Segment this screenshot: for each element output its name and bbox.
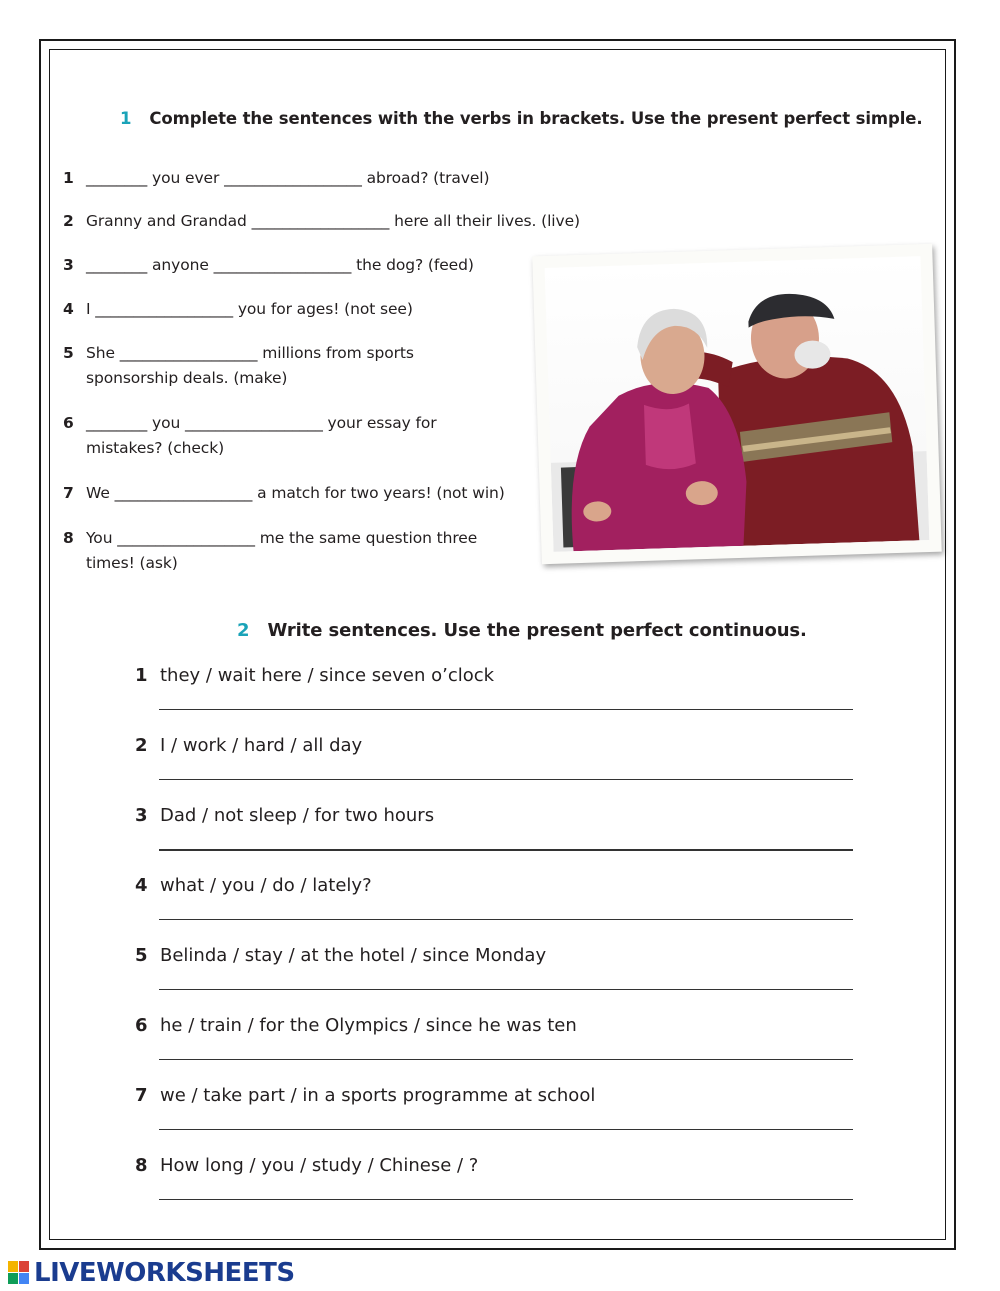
item-number: 3 (135, 805, 148, 826)
item-text: ________ anyone __________________ the dog? (feed) (86, 256, 474, 274)
answer-line[interactable] (159, 989, 853, 990)
item-text: ________ you ever __________________ abroad? (travel) (86, 169, 490, 187)
item-text: ________ you __________________ your essay for (86, 414, 437, 432)
liveworksheets-logo[interactable] (8, 1258, 295, 1288)
item-number: 7 (63, 484, 74, 502)
item-number: 1 (63, 169, 74, 187)
exercise-instruction: Complete the sentences with the verbs in brackets. Use the present perfect simple. (149, 109, 923, 128)
item-number: 8 (135, 1155, 148, 1176)
item-prompt: Belinda / stay / at the hotel / since Monday (160, 945, 547, 966)
item-number: 2 (135, 735, 148, 756)
logo-icon (8, 1261, 30, 1285)
item-text: I __________________ you for ages! (not see) (86, 300, 413, 318)
item-prompt: Dad / not sleep / for two hours (160, 805, 435, 826)
item-prompt: what / you / do / lately? (160, 875, 372, 896)
item-text: You __________________ me the same question three (86, 529, 478, 547)
item-number: 1 (135, 665, 148, 686)
exercise-1-heading (120, 109, 923, 128)
answer-line[interactable] (159, 919, 853, 920)
item-text: We __________________ a match for two years! (not win) (86, 484, 505, 502)
photo-frame (532, 244, 941, 564)
item-number: 8 (63, 529, 74, 547)
answer-line[interactable] (159, 849, 853, 851)
item-prompt: we / take part / in a sports programme at school (160, 1085, 596, 1106)
item-number: 6 (135, 1015, 148, 1036)
answer-line[interactable] (159, 779, 853, 780)
item-number: 5 (63, 344, 74, 362)
item-prompt: How long / you / study / Chinese / ? (160, 1155, 479, 1176)
item-prompt: they / wait here / since seven o’clock (160, 665, 495, 686)
elderly-couple-photo (545, 256, 930, 552)
item-number: 6 (63, 414, 74, 432)
answer-line[interactable] (159, 1129, 853, 1130)
item-text: Granny and Grandad __________________ here all their lives. (live) (86, 212, 580, 230)
exercise-number: 2 (237, 620, 250, 641)
item-number: 3 (63, 256, 74, 274)
item-number: 4 (135, 875, 148, 896)
item-number: 2 (63, 212, 74, 230)
exercise-2-heading (237, 620, 807, 641)
item-prompt: I / work / hard / all day (160, 735, 363, 756)
item-number: 4 (63, 300, 74, 318)
item-text-continued: sponsorship deals. (make) (86, 369, 288, 387)
answer-line[interactable] (159, 1059, 853, 1060)
item-text-continued: mistakes? (check) (86, 439, 225, 457)
item-text-continued: times! (ask) (86, 554, 178, 572)
item-number: 7 (135, 1085, 148, 1106)
exercise-instruction: Write sentences. Use the present perfect continuous. (267, 620, 807, 641)
logo-text: LIVEWORKSHEETS (34, 1258, 295, 1288)
item-number: 5 (135, 945, 148, 966)
exercise-number: 1 (120, 109, 132, 128)
item-prompt: he / train / for the Olympics / since he was ten (160, 1015, 577, 1036)
answer-line[interactable] (159, 1199, 853, 1200)
answer-line[interactable] (159, 709, 853, 710)
item-text: She __________________ millions from sports (86, 344, 414, 362)
